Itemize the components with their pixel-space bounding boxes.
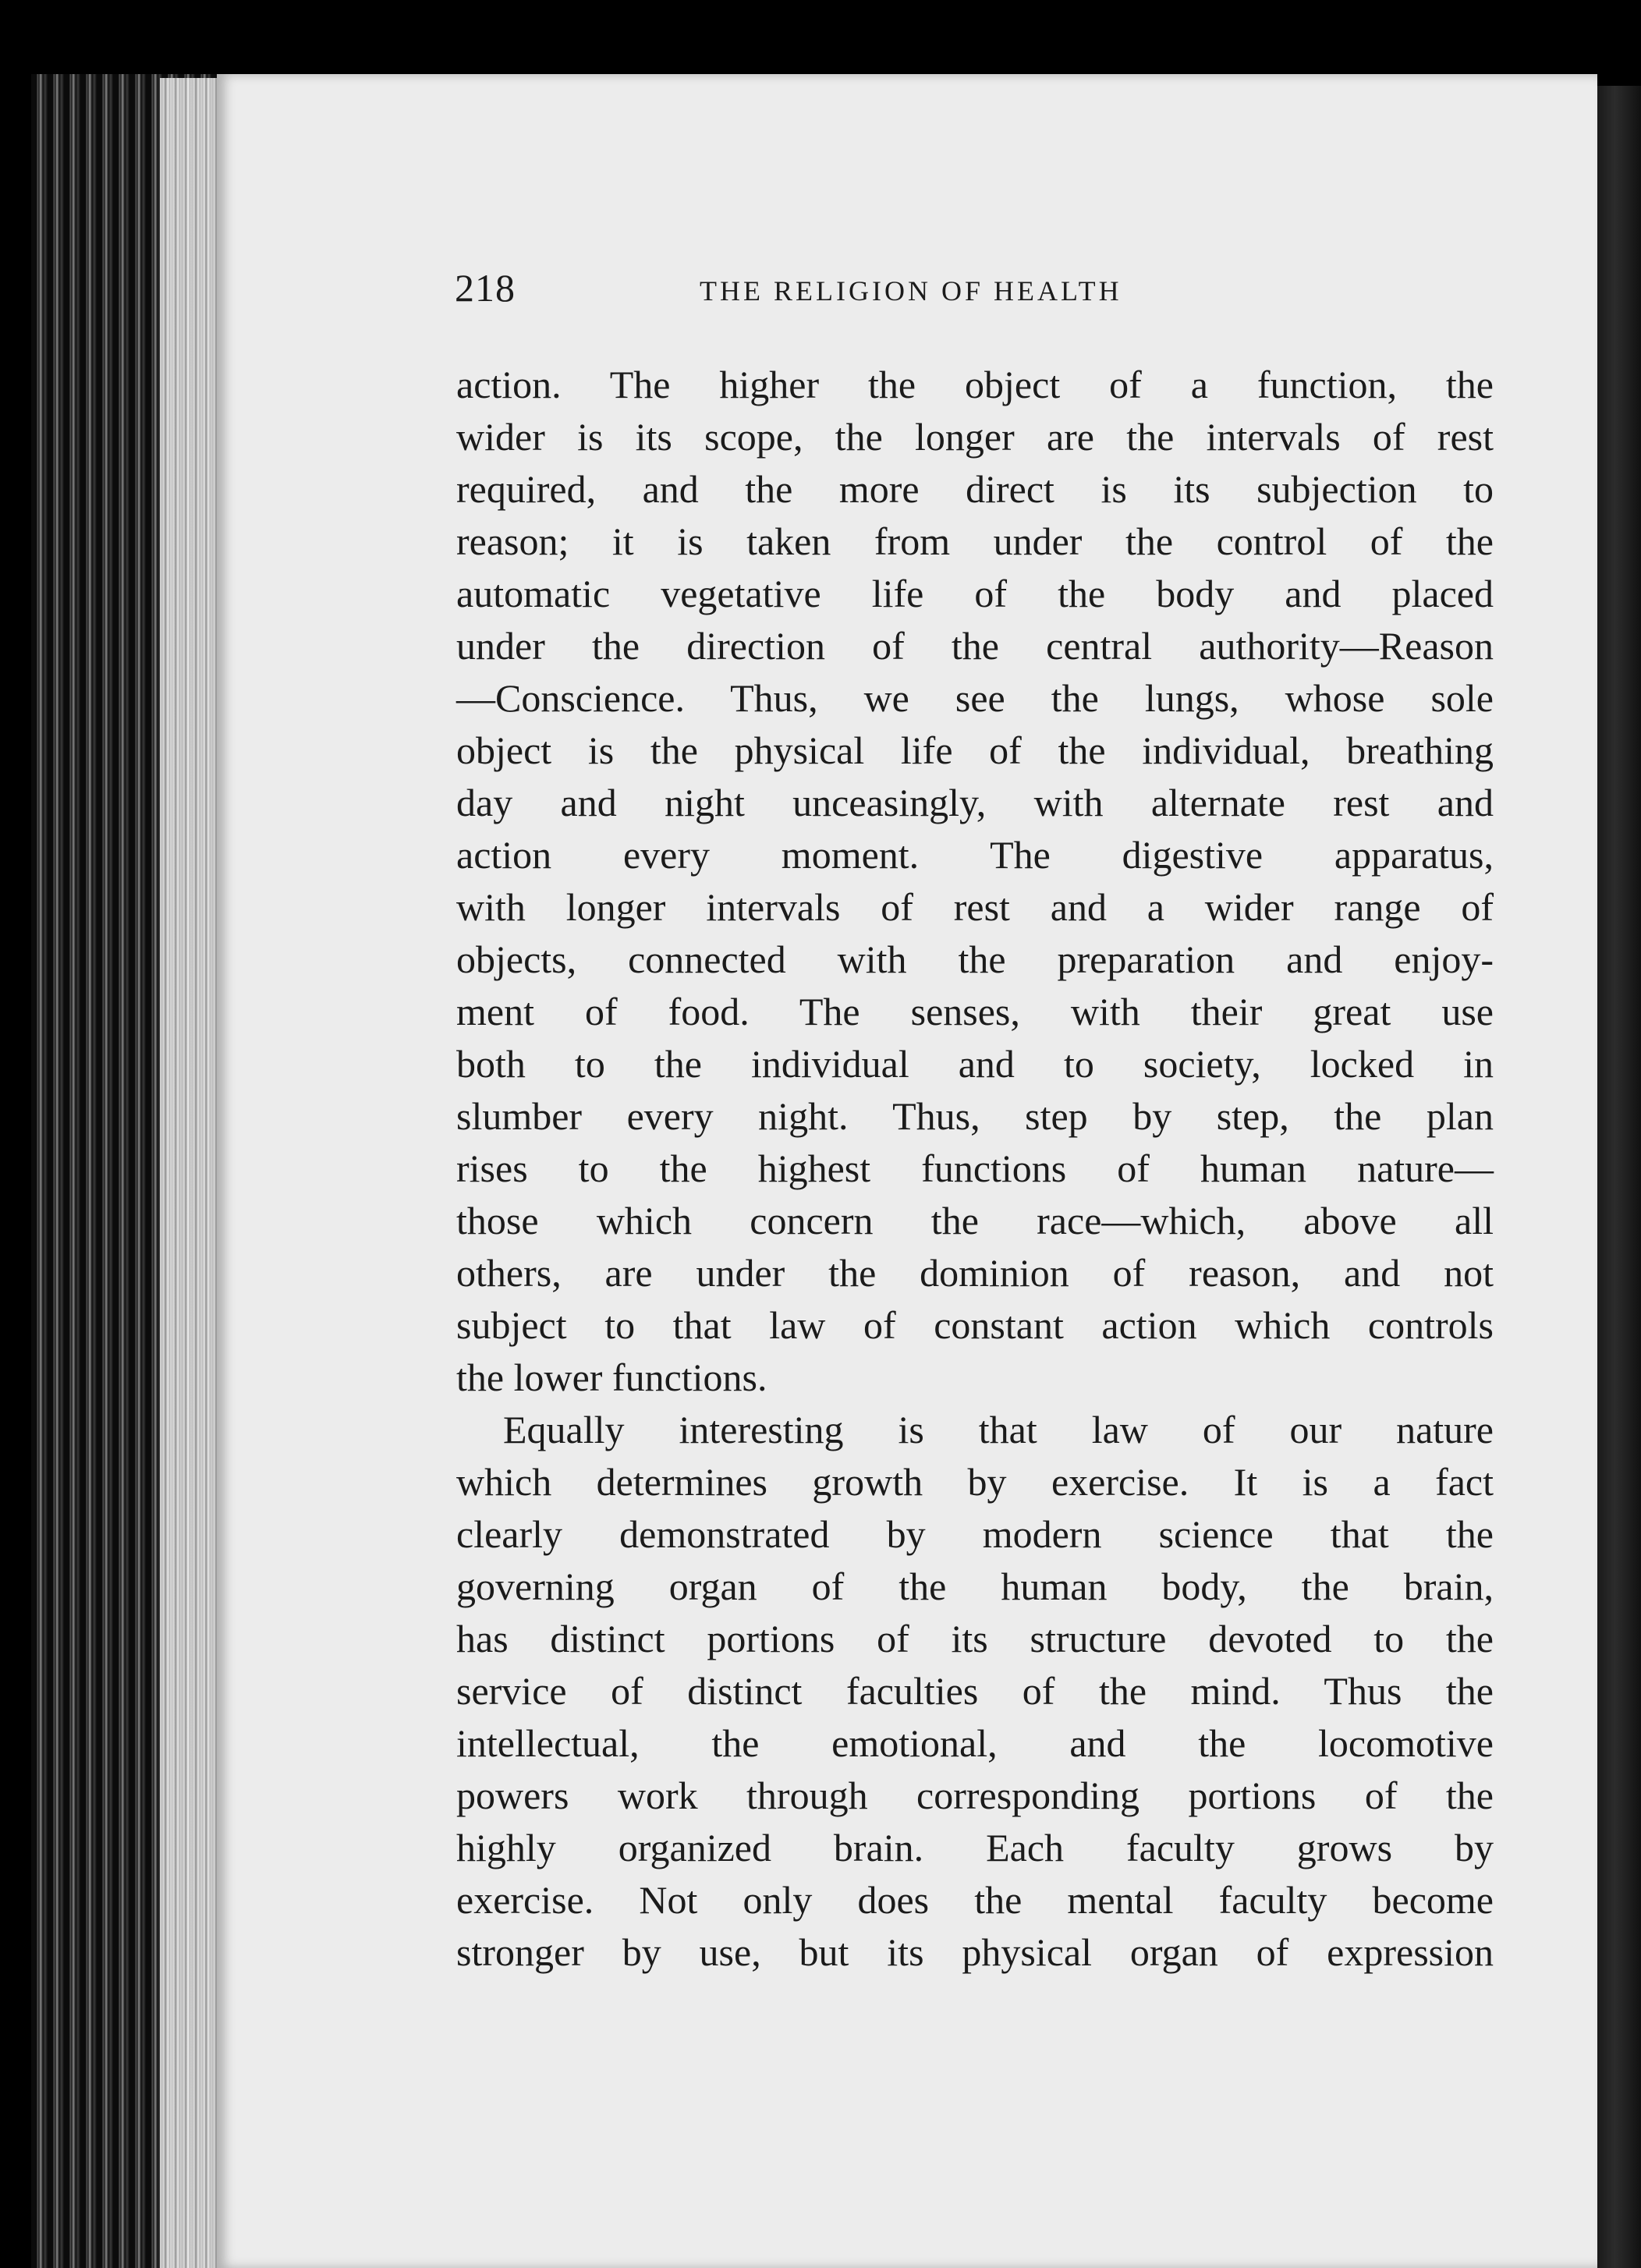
page-edge-highlight	[160, 78, 222, 2268]
text-line: the lower functions.	[456, 1355, 767, 1399]
text-line: ment of food. The senses, with their great use	[456, 990, 1494, 1033]
text-line: with longer intervals of rest and a wider range of	[456, 885, 1494, 929]
text-line: has distinct portions of its structure devoted to the	[456, 1617, 1494, 1660]
text-line: governing organ of the human body, the brain,	[456, 1565, 1494, 1608]
text-line: action every moment. The digestive apparatus,	[456, 833, 1494, 877]
page-number: 218	[455, 266, 516, 310]
text-line: reason; it is taken from under the control of the	[456, 519, 1494, 563]
body-text	[456, 359, 1494, 1979]
text-line: —Conscience. Thus, we see the lungs, whose sole	[456, 676, 1494, 720]
text-line: intellectual, the emotional, and the locomotive	[456, 1721, 1494, 1765]
paragraph-2	[456, 1404, 1494, 1979]
text-line: others, are under the dominion of reason, and not	[456, 1251, 1494, 1295]
text-line: action. The higher the object of a function, the	[456, 363, 1494, 406]
text-line: wider is its scope, the longer are the intervals of rest	[456, 415, 1494, 459]
text-line: day and night unceasingly, with alternate rest and	[456, 781, 1494, 824]
paragraph-1	[456, 359, 1494, 1404]
text-line: required, and the more direct is its subjection to	[456, 467, 1494, 511]
text-line: objects, connected with the preparation and enjoy-	[456, 937, 1494, 981]
text-line: object is the physical life of the individual, breathing	[456, 728, 1494, 772]
text-line: powers work through corresponding portions of the	[456, 1774, 1494, 1817]
text-line: Equally interesting is that law of our nature	[503, 1408, 1494, 1451]
text-line: both to the individual and to society, locked in	[456, 1042, 1494, 1086]
text-line: clearly demonstrated by modern science that the	[456, 1512, 1494, 1556]
page-header	[455, 265, 1492, 328]
text-line: stronger by use, but its physical organ of expression	[456, 1930, 1494, 1974]
text-line: automatic vegetative life of the body and placed	[456, 572, 1494, 615]
text-line: exercise. Not only does the mental faculty become	[456, 1878, 1494, 1922]
text-line: under the direction of the central authority—Reason	[456, 624, 1494, 668]
text-line: which determines growth by exercise. It is a fact	[456, 1460, 1494, 1504]
next-page-edge	[1597, 86, 1641, 2268]
running-head: THE RELIGION OF HEALTH	[700, 275, 1122, 307]
text-line: highly organized brain. Each faculty grows by	[456, 1826, 1494, 1869]
text-line: rises to the highest functions of human nature—	[456, 1146, 1494, 1190]
text-line: those which concern the race—which, above all	[456, 1199, 1494, 1242]
text-line: slumber every night. Thus, step by step, the plan	[456, 1094, 1494, 1138]
text-line: service of distinct faculties of the mind. Thus the	[456, 1669, 1494, 1713]
text-line: subject to that law of constant action which controls	[456, 1303, 1494, 1347]
